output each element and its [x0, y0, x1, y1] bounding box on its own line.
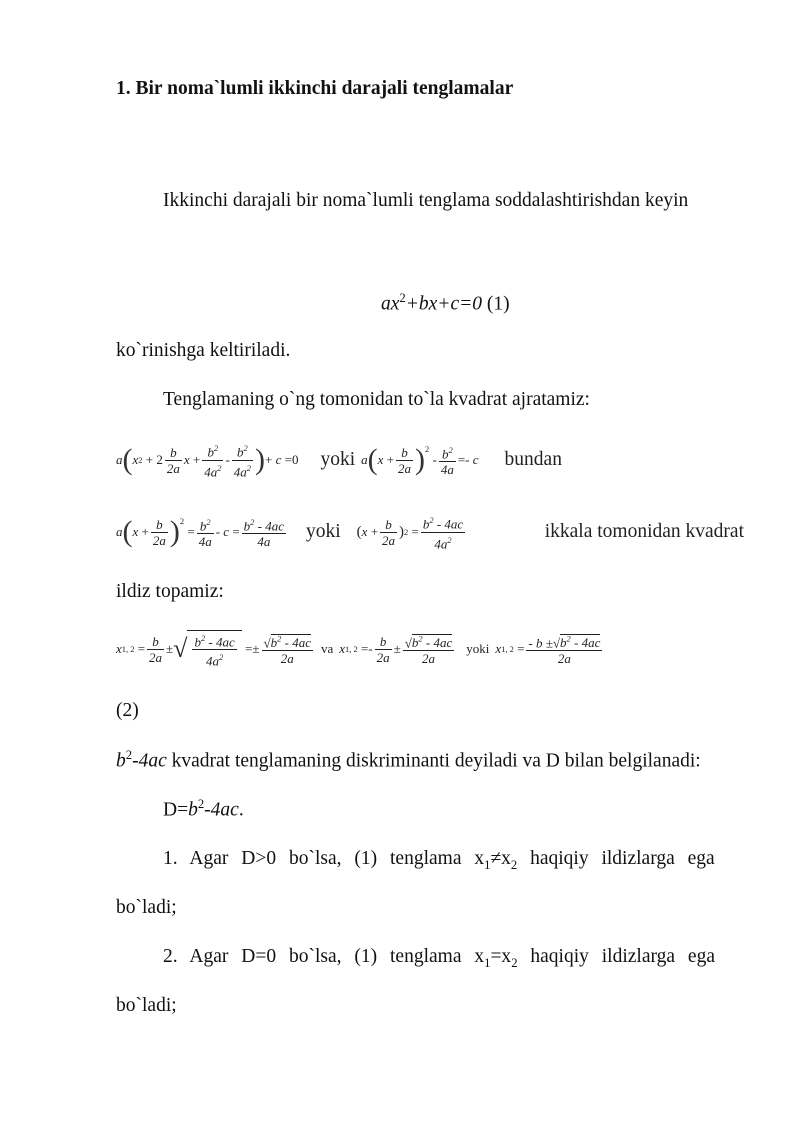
- intro-paragraph: Ikkinchi darajali bir noma`lumli tenglama soddalashtirishdan keyin: [163, 190, 689, 211]
- eq1-exp: 2: [399, 291, 406, 305]
- root-x: x: [339, 641, 346, 656]
- num: b: [147, 634, 164, 650]
- den: 2a: [166, 460, 180, 476]
- root-x: x: [116, 641, 122, 656]
- den: 2a: [398, 460, 412, 476]
- fraction-b-2a: [147, 634, 164, 665]
- op-pm: ±: [393, 641, 401, 656]
- list-item-1: [163, 848, 743, 873]
- word-bundan: bundan: [504, 449, 562, 470]
- d-exp: 2: [197, 797, 205, 811]
- fraction-b-2a: [375, 634, 392, 665]
- fraction-sqrt-2a: $\frac{√b^2 - 4ac}{2a}$: [263, 633, 311, 667]
- fraction-sqrt-2a: $\frac{√b^2 - 4ac}{2a}$: [404, 633, 453, 667]
- fraction-b-2a: [396, 445, 413, 476]
- paren-open: (: [356, 523, 362, 540]
- d-dot: .: [238, 799, 244, 821]
- fraction-disc-4a: $\frac{b^2 - 4ac}{4a}$: [243, 516, 284, 550]
- item-mid: =x: [490, 946, 512, 967]
- coef-a: a: [116, 452, 123, 467]
- exp: 2: [179, 516, 185, 526]
- d-b: b: [188, 799, 198, 821]
- den: 4a: [198, 534, 212, 550]
- op-minus: -: [215, 524, 221, 539]
- den: 2a: [422, 651, 436, 667]
- list-item-2-cont: bo`ladi;: [116, 995, 177, 1016]
- word-yoki-small: yoki: [466, 641, 490, 656]
- fraction-b2-4a: $\frac{b^2}{4a}$: [198, 516, 212, 550]
- term-x: x: [361, 524, 368, 539]
- item-mid: ≠x: [490, 848, 511, 869]
- fraction-b-2a: [165, 445, 182, 476]
- list-item-2: [163, 946, 743, 971]
- ildiz-paragraph: ildiz topamiz:: [116, 581, 224, 602]
- word-ikkala: ikkala tomonidan kvadrat: [544, 521, 744, 542]
- paren-open: (: [122, 515, 133, 548]
- num: b: [151, 517, 168, 533]
- section-heading: 1. Bir noma`lumli ikkinchi darajali tenglamalar: [116, 78, 514, 99]
- op-eq: =: [457, 452, 466, 467]
- paren-close: ): [255, 443, 265, 476]
- fraction-b-2a: [380, 517, 397, 548]
- exp: 2: [404, 527, 409, 537]
- fraction-b2-4a2: $\frac{b^2}{4a^2}$: [204, 443, 222, 479]
- root-sub: 1, 2: [345, 644, 358, 654]
- d-rest: -4ac: [204, 799, 239, 821]
- sqrt-icon: √: [173, 634, 188, 663]
- fraction-quadratic-formula: $\frac{- b \pm√b^2 - 4ac}{2a}$: [528, 633, 601, 667]
- paren-close: ): [399, 523, 405, 540]
- item-text: 1. Agar D>0 bo`lsa, (1) tenglama x: [163, 848, 485, 869]
- op-plus: +: [386, 452, 395, 467]
- item-sub: 2: [510, 857, 518, 872]
- exp: 2: [425, 444, 430, 454]
- den: 2a: [557, 651, 571, 667]
- op-eq: =: [187, 524, 195, 539]
- den: 2a: [376, 649, 390, 665]
- op-minus: -: [465, 452, 470, 467]
- paren-open: (: [367, 443, 378, 476]
- op-eq: =: [232, 524, 240, 539]
- term-x: x: [132, 524, 139, 539]
- op-pm: ±: [252, 641, 260, 656]
- num: b: [375, 634, 392, 650]
- op-plus: +: [370, 524, 379, 539]
- term-x: x: [183, 452, 190, 467]
- disc-text: kvadrat tenglamaning diskriminanti deyiladi va D bilan belgilanadi:: [166, 750, 701, 772]
- op-eq: =: [137, 641, 146, 656]
- term-c: c: [472, 452, 479, 467]
- item-text: haqiqiy ildizlarga ega: [517, 848, 715, 869]
- coef-a: a: [361, 452, 368, 467]
- root-x: x: [495, 641, 502, 656]
- discriminant-paragraph: [116, 748, 701, 773]
- op-eq: =: [360, 641, 369, 656]
- zero: 0: [291, 452, 299, 467]
- fraction-disc-4a2: $\frac{b^2 - 4ac}{4a^2}$: [194, 632, 235, 669]
- fraction-b-2a: [151, 517, 168, 548]
- math-row-3: [116, 624, 604, 674]
- term-x: x: [377, 452, 384, 467]
- item-text: 2. Agar D=0 bo`lsa, (1) tenglama x: [163, 946, 485, 967]
- item-sub: 1: [484, 857, 491, 872]
- num: b: [165, 445, 182, 461]
- coef-a: a: [116, 524, 123, 539]
- op-minus: -: [432, 452, 437, 467]
- op-plus: +: [192, 452, 201, 467]
- op-minus: -: [225, 452, 230, 467]
- op-eq: =: [517, 641, 525, 656]
- paren-close: ): [415, 443, 426, 476]
- item-text: haqiqiy ildizlarga ega: [517, 946, 715, 967]
- item-sub: 2: [511, 955, 518, 970]
- exp: 2: [138, 455, 143, 465]
- den: 2a: [280, 651, 294, 667]
- disc-exp: 2: [125, 748, 133, 762]
- den: 4a: [257, 534, 271, 550]
- eq1-rhs: +bx+c=0: [405, 293, 483, 315]
- radicand: [187, 630, 241, 669]
- term-x: x: [132, 452, 139, 467]
- term-c: c: [275, 452, 282, 467]
- word-yoki: yoki: [320, 449, 356, 470]
- num: b: [396, 445, 413, 461]
- op-eq: =: [411, 524, 419, 539]
- term-c: c: [223, 524, 230, 539]
- kvadrat-paragraph: Tenglamaning o`ng tomonidan to`la kvadrat ajratamiz:: [163, 389, 590, 410]
- item-sub: 1: [484, 955, 491, 970]
- op-pm: ±: [166, 641, 174, 656]
- root-sub: 1, 2: [121, 644, 135, 654]
- op-plus: +: [141, 524, 149, 539]
- op-eq: =: [284, 452, 292, 467]
- equation-label-2: (2): [116, 700, 139, 721]
- eq1-ax: ax: [381, 293, 400, 315]
- fraction-b2-4a: $\frac{b^2}{4a}$: [440, 444, 454, 478]
- den: 2a: [382, 532, 396, 548]
- op-plus: +: [145, 452, 154, 467]
- disc-b: b: [116, 750, 126, 772]
- fraction-b2-4a2: $\frac{b^2}{4a^2}$: [233, 443, 251, 479]
- coef-2: 2: [156, 452, 163, 467]
- paren-close: ): [169, 515, 180, 548]
- math-row-1: [116, 437, 562, 483]
- den: 2a: [149, 649, 163, 665]
- op-eq: =: [245, 641, 253, 656]
- root-sub: 1, 2: [501, 644, 514, 654]
- math-row-2: [116, 507, 744, 557]
- disc-rest: -4ac: [132, 750, 167, 772]
- eq1-label: (1): [482, 293, 510, 315]
- list-item-1-cont: bo`ladi;: [116, 897, 177, 918]
- op-plus: +: [265, 452, 273, 467]
- den: 2a: [152, 532, 166, 548]
- word-va: va: [320, 641, 334, 656]
- discriminant-formula: [163, 797, 244, 822]
- op-minus: -: [368, 641, 373, 656]
- d-pre: D=: [163, 799, 189, 821]
- fraction-disc-4a2: $\frac{b^2 - 4ac}{4a^2}$: [422, 515, 464, 551]
- equation-1: [381, 291, 510, 316]
- den: 4a: [440, 462, 454, 478]
- word-yoki: yoki: [305, 521, 341, 542]
- korinish-paragraph: ko`rinishga keltiriladi.: [116, 340, 291, 361]
- num: b: [380, 517, 397, 533]
- paren-open: (: [122, 443, 133, 476]
